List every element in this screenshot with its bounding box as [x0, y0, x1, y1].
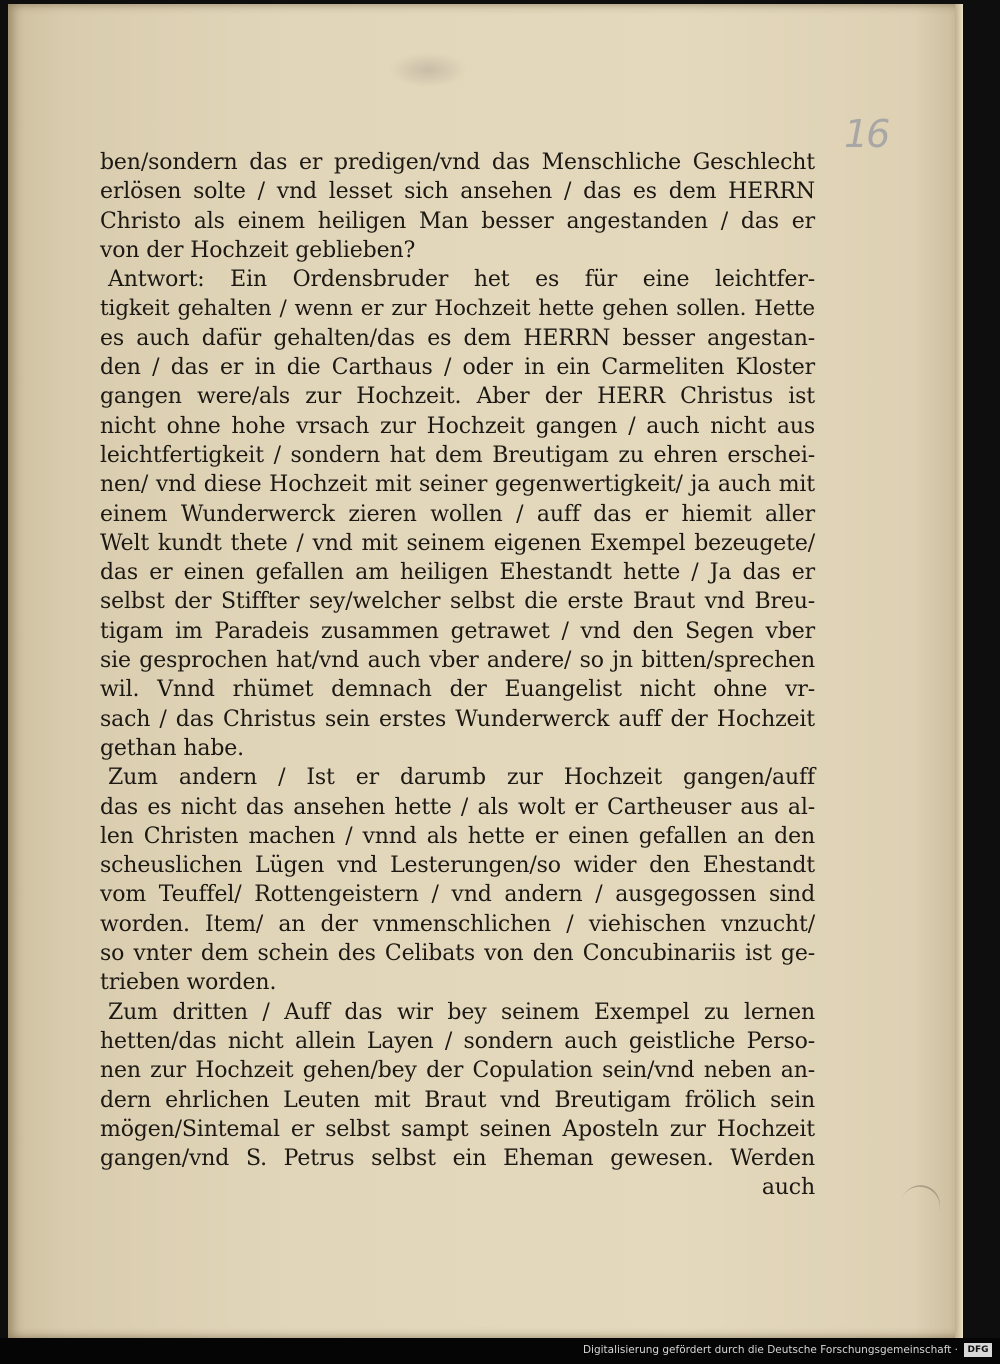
- text-line: Antwort: Ein Ordensbruder het es für eine leichtfer-: [108, 267, 815, 293]
- footer-bar: [0, 1338, 1000, 1364]
- text-line: nen zur Hochzeit gehen/bey der Copulation sein/vnd neben an-: [100, 1058, 815, 1084]
- text-line: so vnter dem schein des Celibats von den Concubinariis ist ge-: [100, 941, 815, 967]
- folio-number: 16: [844, 112, 889, 156]
- text-line: den / das er in die Carthaus / oder in ein Carmeliten Kloster: [100, 355, 815, 381]
- catchword: auch: [761, 1175, 815, 1201]
- text-line: ben/sondern das er predigen/vnd das Menschliche Geschlecht: [100, 150, 815, 175]
- text-line: Zum andern / Ist er darumb zur Hochzeit gangen/auff: [108, 765, 815, 791]
- text-line: trieben worden.: [100, 970, 277, 996]
- stain-mark: [388, 52, 468, 88]
- text-line: worden. Item/ an der vnmenschlichen / viehischen vnzucht/: [100, 911, 815, 937]
- footer-credit: Digitalisierung gefördert durch die Deutsche Forschungsgemeinschaft ·: [582, 1344, 958, 1356]
- page-edge: [955, 4, 963, 1338]
- text-line: mögen/Sintemal er selbst sampt seinen Aposteln zur Hochzeit: [100, 1116, 815, 1142]
- text-line: selbst der Stiffter sey/welcher selbst die erste Braut vnd Breu-: [100, 589, 815, 615]
- text-line: gangen/vnd S. Petrus selbst ein Eheman gewesen. Werden: [100, 1146, 815, 1172]
- text-line: Christo als einem heiligen Man besser angestanden / das er: [100, 208, 815, 234]
- text-line: sie gesprochen hat/vnd auch vber andere/ so jn bitten/sprechen: [100, 648, 815, 674]
- text-line: hetten/das nicht allein Layen / sondern auch geistliche Perso-: [100, 1028, 815, 1054]
- text-block: [100, 148, 815, 1203]
- text-line: len Christen machen / vnnd als hette er einen gefallen an den: [100, 823, 815, 849]
- text-line: tigam im Paradeis zusammen getrawet / vnd den Segen vber: [100, 618, 815, 644]
- text-line: gethan habe.: [100, 735, 244, 761]
- text-line: tigkeit gehalten / wenn er zur Hochzeit hette gehen sollen. Hette: [100, 296, 815, 322]
- text-line: von der Hochzeit geblieben?: [100, 237, 416, 263]
- text-line: sach / das Christus sein erstes Wunderwerck auff der Hochzeit: [100, 706, 815, 732]
- dfg-logo: DFG: [964, 1343, 992, 1357]
- text-line: erlösen solte / vnd lesset sich ansehen / das es dem HERRN: [100, 179, 815, 205]
- text-line: gangen were/als zur Hochzeit. Aber der HERR Christus ist: [100, 384, 815, 410]
- text-line: dern ehrlichen Leuten mit Braut vnd Breutigam frölich sein: [100, 1087, 815, 1113]
- text-line: nicht ohne hohe vrsach zur Hochzeit gangen / auch nicht aus: [100, 413, 815, 439]
- text-line: wil. Vnnd rhümet demnach der Euangelist nicht ohne vr-: [100, 677, 815, 703]
- text-line: es auch dafür gehalten/das es dem HERRN besser angestan-: [100, 325, 815, 351]
- text-line: scheuslichen Lügen vnd Lesterungen/so wider den Ehestandt: [100, 853, 815, 879]
- text-line: Welt kundt thete / vnd mit seinem eigenen Exempel bezeugete/: [100, 530, 815, 556]
- text-line: Zum dritten / Auff das wir bey seinem Exempel zu lernen: [108, 999, 815, 1025]
- text-line: leichtfertigkeit / sondern hat dem Breutigam zu ehren erschei-: [100, 442, 815, 468]
- text-line: das er einen gefallen am heiligen Ehestandt hette / Ja das er: [100, 560, 815, 586]
- text-line: vom Teuffel/ Rottengeistern / vnd andern / ausgegossen sind: [100, 882, 815, 908]
- text-line: nen/ vnd diese Hochzeit mit seiner gegenwertigkeit/ ja auch mit: [100, 472, 815, 498]
- text-line: einem Wunderwerck zieren wollen / auff das er hiemit aller: [100, 501, 815, 527]
- text-line: das es nicht das ansehen hette / als wolt er Cartheuser aus al-: [100, 794, 815, 820]
